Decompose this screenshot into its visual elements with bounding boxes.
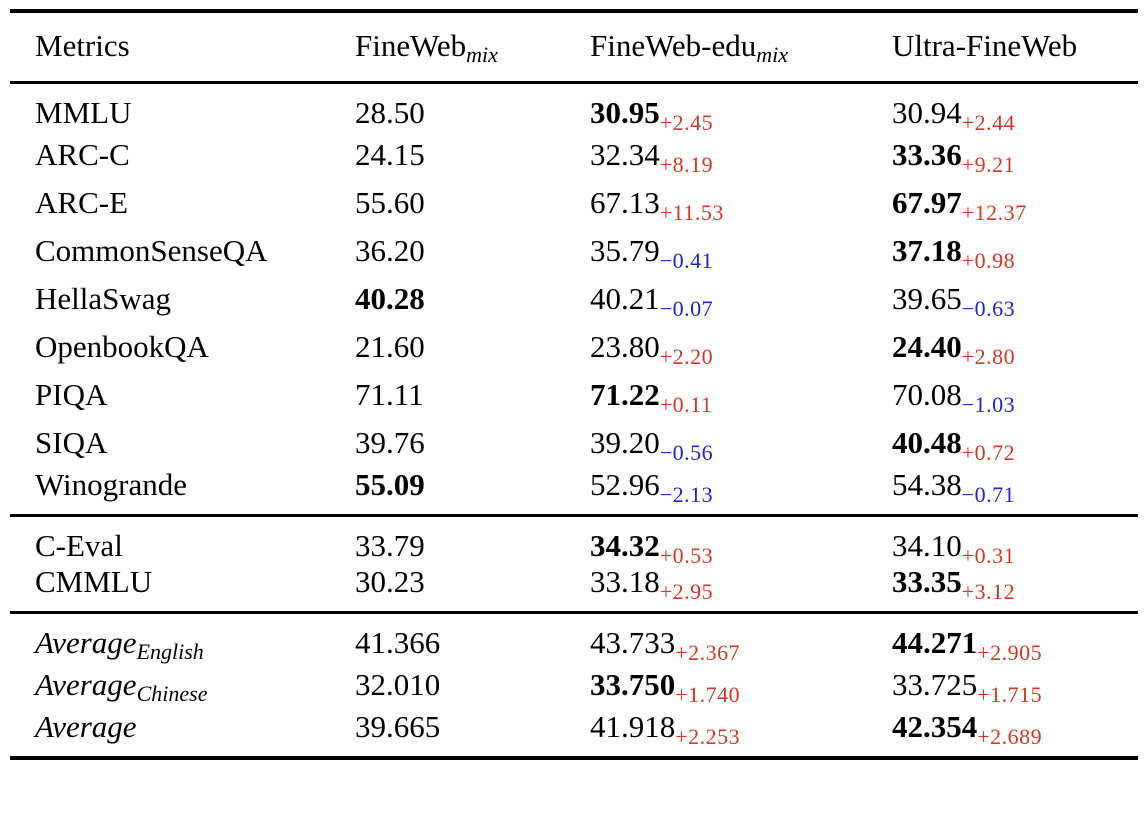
metric-label: ARC-C xyxy=(35,137,130,172)
delta-subscript: −0.07 xyxy=(659,296,714,321)
metric-cell xyxy=(10,516,355,565)
score-value: 67.13 xyxy=(590,185,660,220)
table-row-hellaswag xyxy=(10,275,1138,323)
column-header-label: Metrics xyxy=(35,28,130,63)
value-cell xyxy=(355,467,590,516)
table-row-siqa xyxy=(10,419,1138,467)
score-value: 44.271 xyxy=(892,625,978,660)
delta-subscript: −0.56 xyxy=(659,440,714,465)
value-cell xyxy=(892,131,1138,179)
value-cell xyxy=(590,661,892,709)
delta-subscript: +1.740 xyxy=(675,682,741,707)
delta-subscript: −0.41 xyxy=(659,248,714,273)
value-cell xyxy=(892,709,1138,758)
metric-cell xyxy=(10,467,355,516)
score-value: 55.09 xyxy=(355,467,425,502)
delta-subscript: +0.98 xyxy=(961,248,1016,273)
score-value: 33.18 xyxy=(590,564,660,599)
score-value: 34.32 xyxy=(590,528,660,563)
metric-label: C-Eval xyxy=(35,528,123,563)
value-cell xyxy=(355,275,590,323)
metric-cell xyxy=(10,419,355,467)
value-cell xyxy=(355,709,590,758)
delta-subscript: +12.37 xyxy=(961,200,1027,225)
value-cell xyxy=(355,323,590,371)
value-cell xyxy=(590,131,892,179)
score-value: 55.60 xyxy=(355,185,425,220)
column-header-subscript: mix xyxy=(466,42,498,67)
column-header-fineweb xyxy=(355,11,590,83)
score-value: 39.665 xyxy=(355,709,441,744)
score-value: 41.918 xyxy=(590,709,676,744)
score-value: 42.354 xyxy=(892,709,978,744)
score-value: 30.23 xyxy=(355,564,425,599)
score-value: 24.15 xyxy=(355,137,425,172)
table-row-mmlu xyxy=(10,83,1138,132)
value-cell xyxy=(892,83,1138,135)
column-header-label: FineWeb xyxy=(355,28,467,63)
value-cell xyxy=(892,179,1138,227)
column-header-subscript: mix xyxy=(756,42,788,67)
metric-subscript: Chinese xyxy=(136,681,208,706)
value-cell xyxy=(355,661,590,709)
value-cell xyxy=(892,275,1138,323)
delta-subscript: +8.19 xyxy=(659,152,714,177)
score-value: 35.79 xyxy=(590,233,660,268)
value-cell xyxy=(892,419,1138,467)
section-chinese-benchmarks xyxy=(10,516,1138,613)
value-cell xyxy=(892,227,1138,275)
metric-cell xyxy=(10,227,355,275)
score-value: 41.366 xyxy=(355,625,441,660)
metric-label: OpenbookQA xyxy=(35,329,209,364)
score-value: 36.20 xyxy=(355,233,425,268)
value-cell xyxy=(355,516,590,565)
value-cell xyxy=(590,371,892,419)
value-cell xyxy=(590,323,892,371)
section-english-benchmarks xyxy=(10,83,1138,516)
delta-subscript: −0.63 xyxy=(961,296,1016,321)
metric-cell xyxy=(10,275,355,323)
delta-subscript: +2.44 xyxy=(961,110,1016,135)
delta-subscript: +2.905 xyxy=(977,640,1043,665)
table-row-c-eval xyxy=(10,516,1138,565)
table-row-arc-e xyxy=(10,179,1138,227)
delta-subscript: −2.13 xyxy=(659,482,714,507)
value-cell xyxy=(892,613,1138,665)
delta-subscript: +0.53 xyxy=(659,543,714,568)
value-cell xyxy=(590,467,892,516)
delta-subscript: +2.689 xyxy=(977,724,1043,749)
table-header xyxy=(10,11,1138,83)
table-row-piqa xyxy=(10,371,1138,419)
metric-cell xyxy=(10,613,355,662)
value-cell xyxy=(355,83,590,132)
metric-cell xyxy=(10,131,355,179)
column-header-metrics xyxy=(10,11,355,83)
score-value: 71.22 xyxy=(590,377,660,412)
delta-subscript: +2.80 xyxy=(961,344,1016,369)
delta-subscript: +0.72 xyxy=(961,440,1016,465)
score-value: 33.35 xyxy=(892,564,962,599)
delta-subscript: +2.253 xyxy=(675,724,741,749)
value-cell xyxy=(355,131,590,179)
value-cell xyxy=(590,613,892,665)
score-value: 30.95 xyxy=(590,95,660,130)
score-value: 67.97 xyxy=(892,185,962,220)
score-value: 71.11 xyxy=(355,377,424,412)
metric-subscript: English xyxy=(136,639,204,664)
metric-cell xyxy=(10,661,355,709)
value-cell xyxy=(892,467,1138,516)
value-cell xyxy=(590,419,892,467)
column-header-label: Ultra-FineWeb xyxy=(892,28,1078,63)
table-row-arc-c xyxy=(10,131,1138,179)
score-value: 40.21 xyxy=(590,281,660,316)
score-value: 32.010 xyxy=(355,667,441,702)
table-row-average-chinese xyxy=(10,661,1138,709)
table-row-winogrande xyxy=(10,467,1138,516)
value-cell xyxy=(590,179,892,227)
metric-label: MMLU xyxy=(35,95,132,130)
metric-label: CommonSenseQA xyxy=(35,233,268,268)
delta-subscript: +0.31 xyxy=(961,543,1016,568)
score-value: 28.50 xyxy=(355,95,425,130)
value-cell xyxy=(355,419,590,467)
score-value: 33.725 xyxy=(892,667,978,702)
score-value: 23.80 xyxy=(590,329,660,364)
delta-subscript: +2.95 xyxy=(659,579,714,604)
score-value: 54.38 xyxy=(892,467,962,502)
value-cell xyxy=(590,516,892,568)
score-value: 33.750 xyxy=(590,667,676,702)
metric-label: Average xyxy=(35,625,137,660)
column-header-label: FineWeb-edu xyxy=(590,28,757,63)
value-cell xyxy=(355,227,590,275)
delta-subscript: +0.11 xyxy=(659,392,713,417)
delta-subscript: +11.53 xyxy=(659,200,724,225)
metric-cell xyxy=(10,179,355,227)
value-cell xyxy=(892,661,1138,709)
metric-label: HellaSwag xyxy=(35,281,172,316)
delta-subscript: +1.715 xyxy=(977,682,1043,707)
value-cell xyxy=(892,323,1138,371)
metric-label: PIQA xyxy=(35,377,108,412)
section-averages xyxy=(10,613,1138,759)
value-cell xyxy=(590,709,892,758)
value-cell xyxy=(590,275,892,323)
header-row xyxy=(10,11,1138,83)
score-value: 32.34 xyxy=(590,137,660,172)
score-value: 34.10 xyxy=(892,528,962,563)
metric-cell xyxy=(10,371,355,419)
delta-subscript: +2.45 xyxy=(659,110,714,135)
value-cell xyxy=(355,564,590,613)
value-cell xyxy=(892,516,1138,568)
metric-cell xyxy=(10,83,355,132)
table-row-openbookqa xyxy=(10,323,1138,371)
score-value: 37.18 xyxy=(892,233,962,268)
score-value: 39.65 xyxy=(892,281,962,316)
score-value: 40.48 xyxy=(892,425,962,460)
delta-subscript: +2.367 xyxy=(675,640,741,665)
metric-cell xyxy=(10,709,355,758)
metric-cell xyxy=(10,564,355,613)
score-value: 39.76 xyxy=(355,425,425,460)
value-cell xyxy=(892,564,1138,613)
score-value: 30.94 xyxy=(892,95,962,130)
score-value: 21.60 xyxy=(355,329,425,364)
table-row-commonsenseqa xyxy=(10,227,1138,275)
table-row-cmmlu xyxy=(10,564,1138,613)
value-cell xyxy=(590,83,892,135)
score-value: 24.40 xyxy=(892,329,962,364)
benchmark-results-table xyxy=(10,9,1138,760)
column-header-fineweb-edu xyxy=(590,11,892,83)
metric-cell xyxy=(10,323,355,371)
score-value: 40.28 xyxy=(355,281,425,316)
value-cell xyxy=(590,227,892,275)
metric-label: Average xyxy=(35,709,137,744)
column-header-ultra-fineweb xyxy=(892,11,1138,83)
metric-label: ARC-E xyxy=(35,185,128,220)
delta-subscript: −1.03 xyxy=(961,392,1016,417)
delta-subscript: +3.12 xyxy=(961,579,1016,604)
delta-subscript: −0.71 xyxy=(961,482,1016,507)
value-cell xyxy=(355,371,590,419)
delta-subscript: +9.21 xyxy=(961,152,1016,177)
metric-label: SIQA xyxy=(35,425,108,460)
metric-label: Winogrande xyxy=(35,467,187,502)
table-row-average xyxy=(10,709,1138,758)
metric-label: Average xyxy=(35,667,137,702)
score-value: 52.96 xyxy=(590,467,660,502)
value-cell xyxy=(355,179,590,227)
score-value: 33.36 xyxy=(892,137,962,172)
score-value: 70.08 xyxy=(892,377,962,412)
value-cell xyxy=(892,371,1138,419)
score-value: 43.733 xyxy=(590,625,676,660)
score-value: 39.20 xyxy=(590,425,660,460)
score-value: 33.79 xyxy=(355,528,425,563)
metric-label: CMMLU xyxy=(35,564,153,599)
table-row-average-english xyxy=(10,613,1138,662)
delta-subscript: +2.20 xyxy=(659,344,714,369)
value-cell xyxy=(590,564,892,613)
value-cell xyxy=(355,613,590,662)
